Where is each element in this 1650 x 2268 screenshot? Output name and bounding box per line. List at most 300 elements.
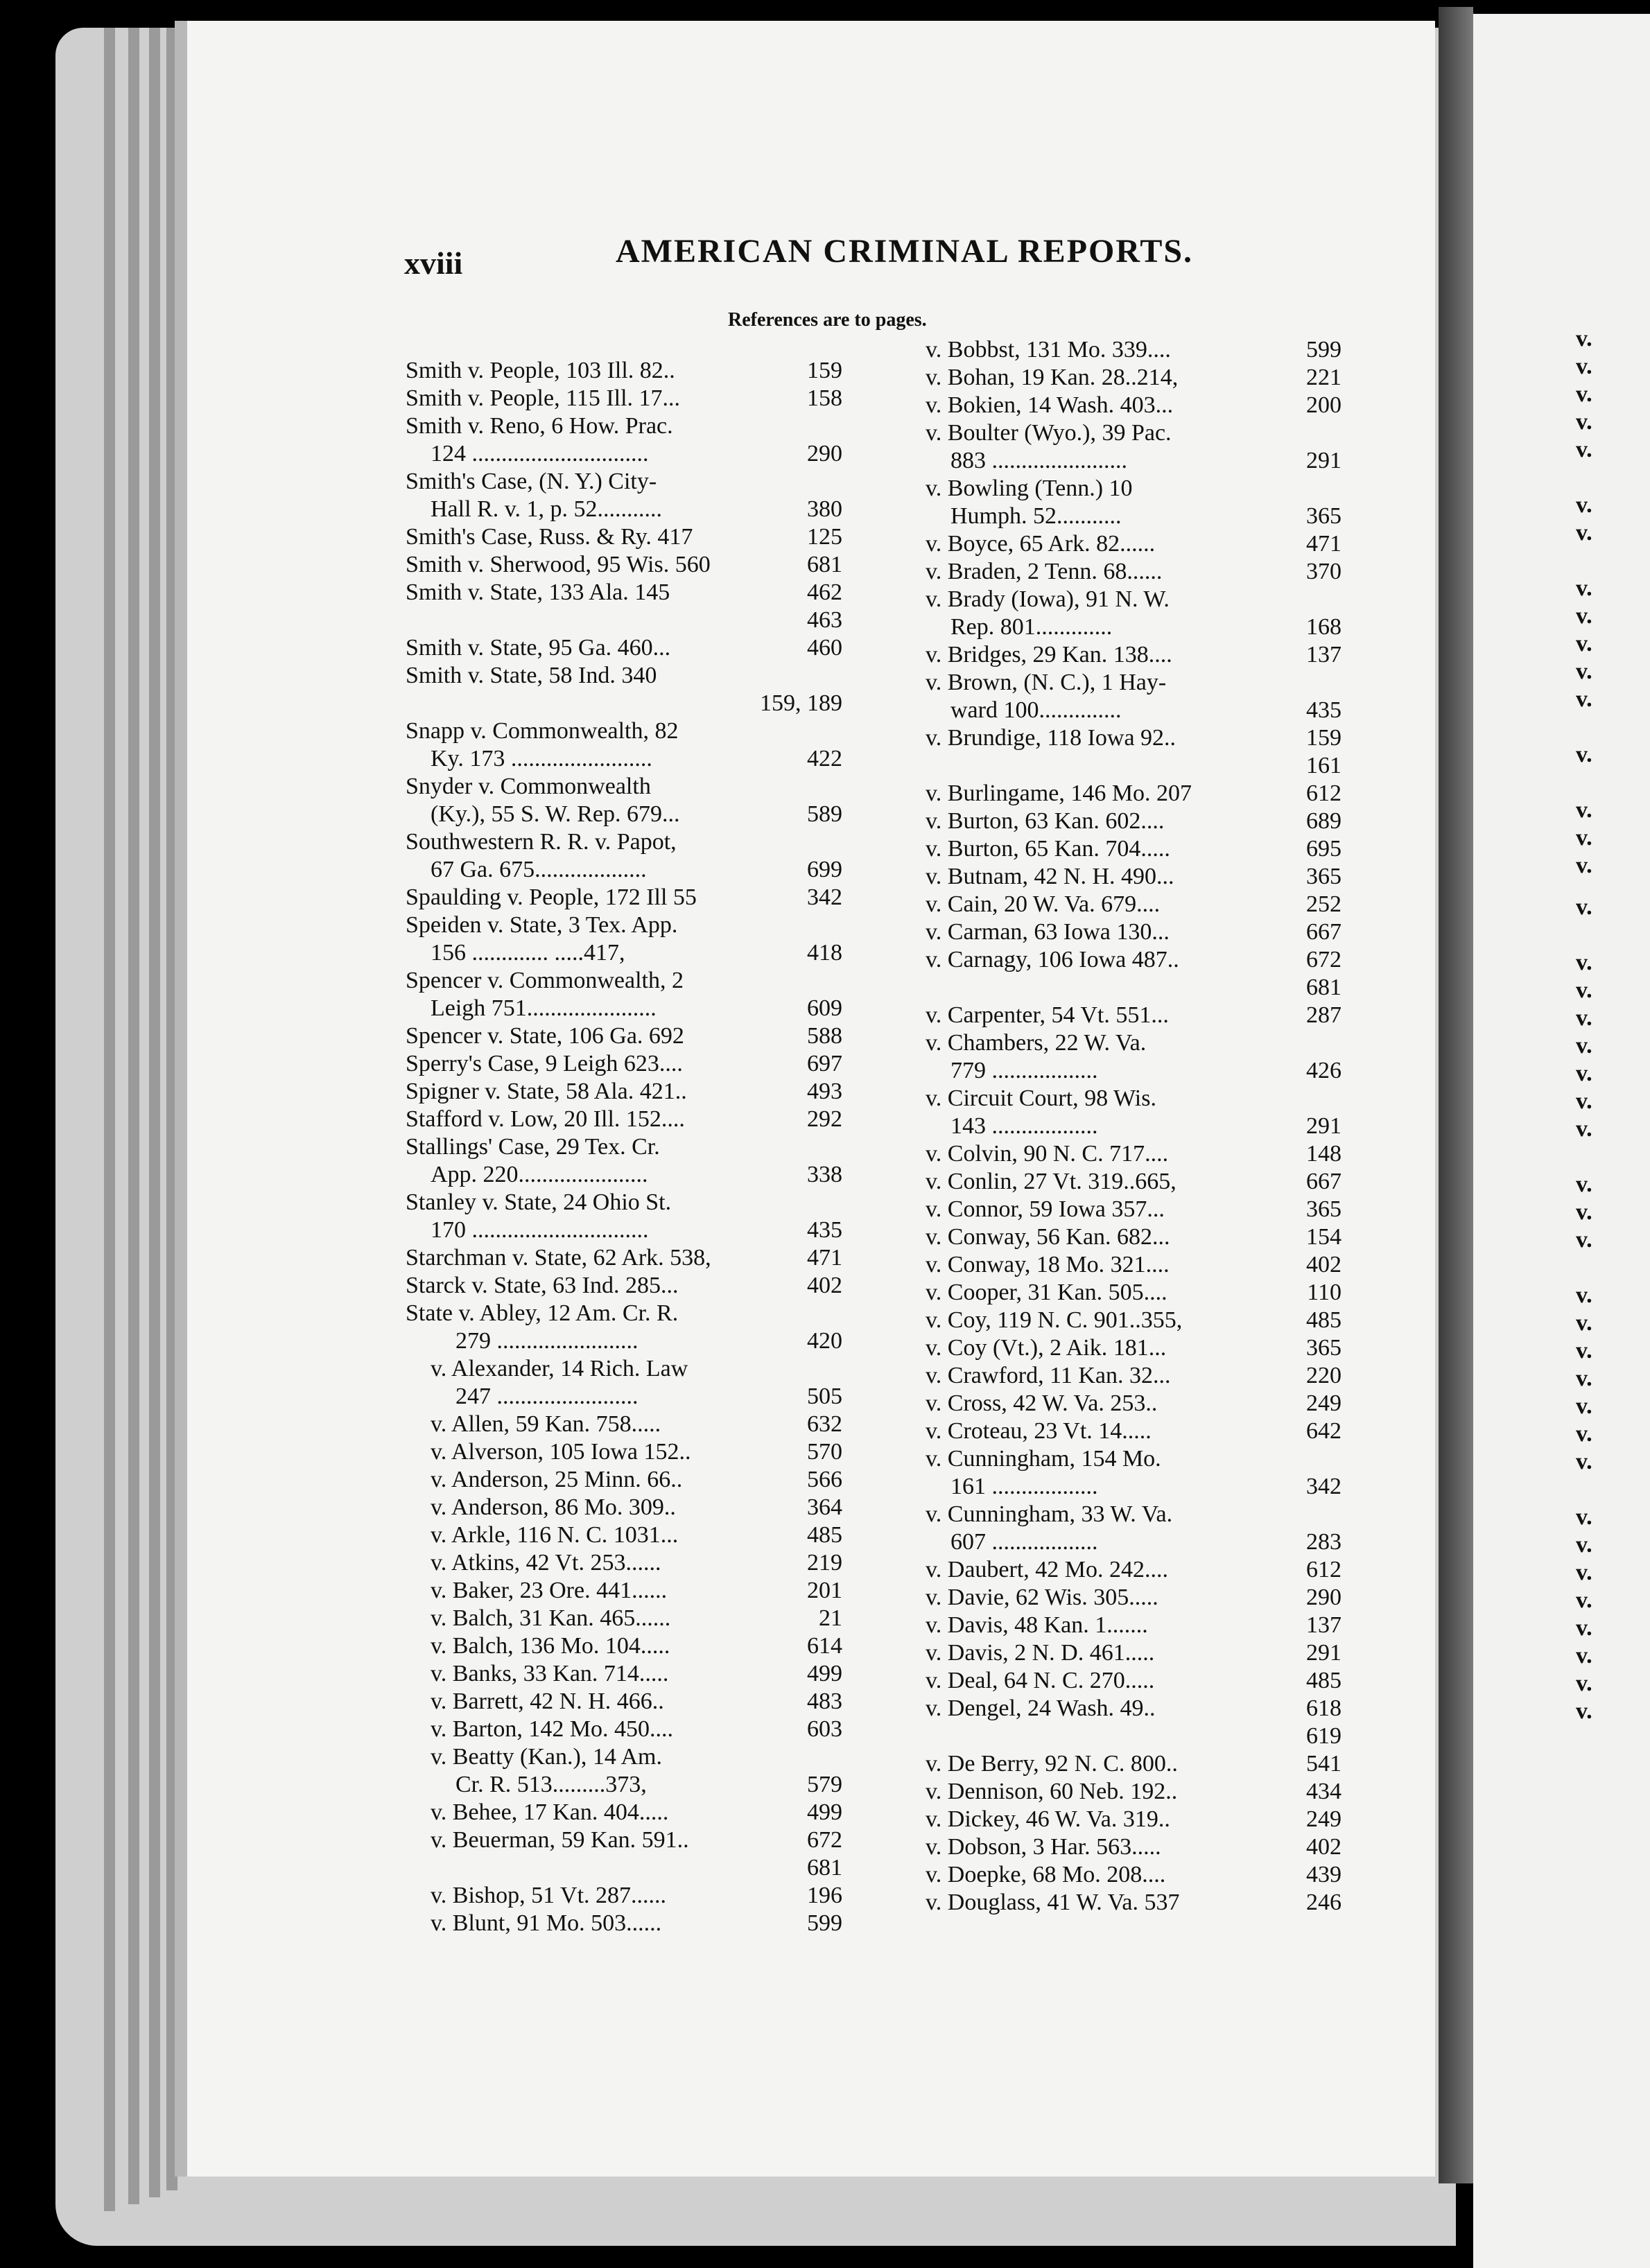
index-entry — [406, 911, 842, 939]
index-entry — [406, 1494, 842, 1521]
entry-page-ref: 290 — [807, 441, 842, 466]
entry-text: App. 220...................... — [431, 1162, 648, 1187]
entry-text: 156 ............. .....417, — [431, 940, 625, 966]
entry-page-ref: 159 — [807, 358, 842, 383]
facing-page-fragment: v. — [1576, 631, 1592, 656]
entry-text: v. Banks, 33 Kan. 714..... — [431, 1661, 669, 1686]
entry-text: Southwestern R. R. v. Papot, — [406, 829, 677, 855]
index-entry — [406, 440, 842, 468]
index-entry — [926, 918, 1341, 946]
facing-page-fragment: v. — [1576, 1199, 1592, 1225]
entry-page-ref: 599 — [807, 1910, 842, 1936]
entry-page-ref: 499 — [807, 1661, 842, 1686]
entry-page-ref: 338 — [807, 1162, 842, 1187]
entry-text: v. Braden, 2 Tenn. 68...... — [926, 559, 1163, 584]
entry-page-ref: 460 — [807, 635, 842, 661]
entry-page-ref: 291 — [1306, 448, 1341, 473]
index-entry — [926, 1168, 1341, 1196]
entry-page-ref: 589 — [807, 801, 842, 827]
facing-page-fragment: v. — [1576, 1421, 1592, 1447]
index-entry — [406, 1438, 842, 1466]
entry-page-ref: 252 — [1306, 891, 1341, 917]
entry-page-ref: 471 — [807, 1245, 842, 1271]
index-entry — [926, 752, 1341, 780]
index-entry — [926, 1584, 1341, 1612]
index-entry — [406, 717, 842, 745]
facing-page-fragment: v. — [1576, 354, 1592, 379]
facing-page-fragment: v. — [1576, 1061, 1592, 1086]
book-gutter — [1439, 7, 1473, 2183]
page-number: xviii — [404, 245, 463, 281]
entry-page-ref: 365 — [1306, 1335, 1341, 1361]
entry-text: 170 .............................. — [431, 1217, 649, 1243]
facing-page-fragment: v. — [1576, 658, 1592, 684]
entry-page-ref: 283 — [1306, 1529, 1341, 1555]
entry-page-ref: 570 — [807, 1439, 842, 1465]
index-entry — [926, 1223, 1341, 1251]
index-entry — [926, 1113, 1341, 1140]
entry-text: v. Baker, 23 Ore. 441...... — [431, 1578, 668, 1603]
entry-text: Starchman v. State, 62 Ark. 538, — [406, 1245, 711, 1271]
entry-text: v. Dennison, 60 Neb. 192.. — [926, 1779, 1178, 1804]
entry-text: v. Cross, 42 W. Va. 253.. — [926, 1390, 1158, 1416]
entry-page-ref: 291 — [1306, 1640, 1341, 1666]
index-entry — [926, 1501, 1341, 1528]
index-entry — [926, 613, 1341, 641]
entry-text: v. Boyce, 65 Ark. 82...... — [926, 531, 1156, 557]
entry-page-ref: 200 — [1306, 392, 1341, 418]
entry-page-ref: 493 — [807, 1079, 842, 1104]
index-entry — [926, 1140, 1341, 1168]
index-entry — [406, 690, 842, 717]
entry-text: v. Davis, 48 Kan. 1....... — [926, 1612, 1148, 1638]
entry-page-ref: 588 — [807, 1023, 842, 1049]
facing-page-fragment: v. — [1576, 853, 1592, 878]
entry-text: v. De Berry, 92 N. C. 800.. — [926, 1751, 1178, 1777]
index-entry — [926, 392, 1341, 419]
index-entry — [406, 412, 842, 440]
index-entry — [406, 1106, 842, 1133]
entry-text: v. Boulter (Wyo.), 39 Pac. — [926, 420, 1172, 446]
entry-page-ref: 110 — [1307, 1280, 1341, 1305]
entry-text: Smith v. Sherwood, 95 Wis. 560 — [406, 552, 711, 577]
index-entry — [406, 884, 842, 911]
index-entry — [926, 586, 1341, 613]
entry-text: Spaulding v. People, 172 Ill 55 — [406, 884, 697, 910]
entry-text: v. Douglass, 41 W. Va. 537 — [926, 1890, 1180, 1915]
entry-page-ref: 642 — [1306, 1418, 1341, 1444]
facing-page-fragment: v. — [1576, 603, 1592, 629]
page-header — [404, 232, 1194, 281]
entry-text: Stafford v. Low, 20 Ill. 152.... — [406, 1106, 685, 1132]
entry-text: v. Croteau, 23 Vt. 14..... — [926, 1418, 1152, 1444]
facing-page-fragment: v. — [1576, 1116, 1592, 1142]
entry-text: 779 .................. — [950, 1058, 1098, 1083]
facing-page-fragment: v. — [1576, 1005, 1592, 1031]
left-column — [406, 357, 842, 1937]
entry-page-ref: 365 — [1306, 503, 1341, 529]
index-entry — [406, 1161, 842, 1189]
entry-text: v. Bobbst, 131 Mo. 339.... — [926, 337, 1171, 363]
entry-page-ref: 439 — [1306, 1862, 1341, 1887]
entry-page-ref: 159, 189 — [760, 690, 842, 716]
index-entry — [406, 1799, 842, 1826]
index-entry — [926, 530, 1341, 558]
index-entry — [926, 1861, 1341, 1889]
entry-text: (Ky.), 55 S. W. Rep. 679... — [431, 801, 680, 827]
index-entry — [926, 780, 1341, 808]
entry-page-ref: 681 — [1306, 975, 1341, 1000]
index-entry — [406, 1716, 842, 1743]
page-edge — [166, 28, 177, 2190]
entry-text: v. Brady (Iowa), 91 N. W. — [926, 586, 1170, 612]
index-entry — [926, 1612, 1341, 1639]
entry-text: v. Conway, 18 Mo. 321.... — [926, 1252, 1170, 1277]
entry-text: v. Beatty (Kan.), 14 Am. — [431, 1744, 662, 1770]
index-entry — [406, 939, 842, 967]
right-column — [926, 336, 1341, 1917]
entry-text: Stanley v. State, 24 Ohio St. — [406, 1189, 672, 1215]
index-entry — [926, 697, 1341, 724]
entry-text: v. Balch, 31 Kan. 465...... — [431, 1605, 671, 1631]
entry-text: v. Bridges, 29 Kan. 138.... — [926, 642, 1172, 668]
entry-page-ref: 148 — [1306, 1141, 1341, 1167]
index-entry — [926, 1528, 1341, 1556]
index-entry — [406, 1521, 842, 1549]
index-entry — [406, 551, 842, 579]
entry-text: Spencer v. Commonwealth, 2 — [406, 968, 684, 993]
entry-page-ref: 370 — [1306, 559, 1341, 584]
entry-page-ref: 603 — [807, 1716, 842, 1742]
entry-page-ref: 380 — [807, 496, 842, 522]
entry-text: v. Bohan, 19 Kan. 28..214, — [926, 365, 1179, 390]
index-entry — [926, 1196, 1341, 1223]
index-entry — [926, 1833, 1341, 1861]
page-edge — [149, 28, 160, 2197]
entry-text: Smith v. State, 133 Ala. 145 — [406, 579, 670, 605]
index-entry — [926, 1695, 1341, 1722]
entry-text: v. Carpenter, 54 Vt. 551... — [926, 1002, 1169, 1028]
entry-text: v. Carman, 63 Iowa 130... — [926, 919, 1170, 945]
entry-page-ref: 168 — [1306, 614, 1341, 640]
index-entry — [406, 1549, 842, 1577]
entry-page-ref: 695 — [1306, 836, 1341, 862]
entry-page-ref: 196 — [807, 1883, 842, 1908]
entry-page-ref: 672 — [1306, 947, 1341, 972]
entry-page-ref: 402 — [1306, 1252, 1341, 1277]
entry-text: v. Cain, 20 W. Va. 679.... — [926, 891, 1161, 917]
index-entry — [926, 1085, 1341, 1113]
entry-text: 247 ........................ — [455, 1384, 639, 1409]
entry-text: Spigner v. State, 58 Ala. 421.. — [406, 1079, 687, 1104]
facing-page-fragment: v. — [1576, 1393, 1592, 1419]
entry-page-ref: 364 — [807, 1494, 842, 1520]
entry-page-ref: 667 — [1306, 1169, 1341, 1194]
entry-page-ref: 505 — [807, 1384, 842, 1409]
index-entry — [926, 1251, 1341, 1279]
entry-page-ref: 599 — [1306, 337, 1341, 363]
index-entry — [926, 503, 1341, 530]
entry-page-ref: 21 — [819, 1605, 842, 1631]
index-entry — [926, 364, 1341, 392]
entry-text: v. Arkle, 116 N. C. 1031... — [431, 1522, 679, 1548]
entry-text: v. Brown, (N. C.), 1 Hay- — [926, 670, 1167, 695]
facing-page-fragment: v. — [1576, 1449, 1592, 1474]
index-entry — [926, 1778, 1341, 1806]
facing-page-fragment: v. — [1576, 1643, 1592, 1668]
index-entry — [926, 1889, 1341, 1917]
entry-text: v. Davis, 2 N. D. 461..... — [926, 1640, 1155, 1666]
entry-text: v. Conway, 56 Kan. 682... — [926, 1224, 1170, 1250]
index-entry — [926, 558, 1341, 586]
entry-page-ref: 471 — [1306, 531, 1341, 557]
entry-text: Cr. R. 513.........373, — [455, 1772, 647, 1797]
entry-text: v. Davie, 62 Wis. 305..... — [926, 1585, 1158, 1610]
entry-page-ref: 161 — [1306, 753, 1341, 778]
entry-page-ref: 632 — [807, 1411, 842, 1437]
index-entry — [926, 946, 1341, 974]
entry-page-ref: 681 — [807, 552, 842, 577]
entry-page-ref: 137 — [1306, 642, 1341, 668]
entry-text: v. Anderson, 86 Mo. 309.. — [431, 1494, 676, 1520]
entry-page-ref: 292 — [807, 1106, 842, 1132]
entry-text: Sperry's Case, 9 Leigh 623.... — [406, 1051, 683, 1076]
index-entry — [926, 1390, 1341, 1418]
entry-text: v. Carnagy, 106 Iowa 487.. — [926, 947, 1179, 972]
index-entry — [406, 1466, 842, 1494]
entry-text: Ky. 173 ........................ — [431, 746, 652, 771]
entry-text: 161 .................. — [950, 1474, 1098, 1499]
facing-page-fragment: v. — [1576, 797, 1592, 823]
index-entry — [406, 1383, 842, 1411]
index-entry — [406, 1133, 842, 1161]
entry-page-ref: 462 — [807, 579, 842, 605]
facing-page-fragment: v. — [1576, 520, 1592, 546]
entry-page-ref: 158 — [807, 385, 842, 411]
reference-note: References are to pages. — [728, 309, 927, 331]
entry-text: v. Coy, 119 N. C. 901..355, — [926, 1307, 1183, 1333]
entry-page-ref: 609 — [807, 995, 842, 1021]
index-entry — [406, 1050, 842, 1078]
entry-page-ref: 291 — [1306, 1113, 1341, 1139]
index-entry — [926, 835, 1341, 863]
entry-text: v. Barrett, 42 N. H. 466.. — [431, 1689, 664, 1714]
index-entry — [406, 745, 842, 773]
entry-page-ref: 619 — [1306, 1723, 1341, 1749]
entry-page-ref: 612 — [1306, 1557, 1341, 1582]
entry-text: v. Conlin, 27 Vt. 319..665, — [926, 1169, 1176, 1194]
facing-page-fragment: v. — [1576, 1338, 1592, 1363]
index-entry — [406, 634, 842, 662]
entry-text: Stallings' Case, 29 Tex. Cr. — [406, 1134, 660, 1160]
index-entry — [926, 863, 1341, 891]
entry-text: Snapp v. Commonwealth, 82 — [406, 718, 679, 744]
entry-text: v. Bishop, 51 Vt. 287...... — [431, 1883, 667, 1908]
entry-page-ref: 137 — [1306, 1612, 1341, 1638]
index-entry — [406, 1826, 842, 1854]
facing-page-fragment: v. — [1576, 977, 1592, 1003]
entry-page-ref: 499 — [807, 1799, 842, 1825]
index-entry — [926, 1418, 1341, 1445]
entry-page-ref: 365 — [1306, 1196, 1341, 1222]
entry-page-ref: 681 — [807, 1855, 842, 1881]
entry-page-ref: 541 — [1306, 1751, 1341, 1777]
index-entry — [926, 447, 1341, 475]
entry-page-ref: 566 — [807, 1467, 842, 1492]
facing-page-fragment: v. — [1576, 575, 1592, 601]
entry-page-ref: 418 — [807, 940, 842, 966]
entry-page-ref: 612 — [1306, 780, 1341, 806]
entry-page-ref: 402 — [807, 1273, 842, 1298]
entry-page-ref: 249 — [1306, 1390, 1341, 1416]
facing-page-fragment: v. — [1576, 1088, 1592, 1114]
facing-page-fragment: v. — [1576, 437, 1592, 462]
entry-text: v. Bokien, 14 Wash. 403... — [926, 392, 1174, 418]
index-entry — [926, 1362, 1341, 1390]
facing-page-fragment: v. — [1576, 1532, 1592, 1558]
entry-page-ref: 422 — [807, 746, 842, 771]
entry-text: v. Butnam, 42 N. H. 490... — [926, 864, 1174, 889]
index-entry — [406, 579, 842, 607]
entry-text: 124 .............................. — [431, 441, 649, 466]
entry-page-ref: 342 — [1306, 1474, 1341, 1499]
index-entry — [406, 1743, 842, 1771]
index-entry — [406, 385, 842, 412]
entry-page-ref: 699 — [807, 857, 842, 882]
index-entry — [406, 1577, 842, 1605]
entry-text: v. Colvin, 90 N. C. 717.... — [926, 1141, 1169, 1167]
entry-text: v. Connor, 59 Iowa 357... — [926, 1196, 1165, 1222]
entry-text: v. Doepke, 68 Mo. 208.... — [926, 1862, 1166, 1887]
index-entry — [926, 1029, 1341, 1057]
entry-text: v. Cunningham, 33 W. Va. — [926, 1501, 1173, 1527]
facing-page-fragment: v. — [1576, 1227, 1592, 1253]
facing-page-fragment: v. — [1576, 825, 1592, 850]
index-entry — [926, 669, 1341, 697]
index-entry — [406, 523, 842, 551]
entry-text: Smith's Case, (N. Y.) City- — [406, 469, 657, 494]
index-entry — [926, 1806, 1341, 1833]
entry-page-ref: 435 — [1306, 697, 1341, 723]
entry-page-ref: 483 — [807, 1689, 842, 1714]
facing-page-fragment: v. — [1576, 1587, 1592, 1613]
entry-page-ref: 689 — [1306, 808, 1341, 834]
facing-page-fragment: v. — [1576, 381, 1592, 407]
entry-text: ward 100.............. — [950, 697, 1122, 723]
entry-text: v. Coy (Vt.), 2 Aik. 181... — [926, 1335, 1167, 1361]
index-entry — [926, 1750, 1341, 1778]
index-entry — [406, 1189, 842, 1216]
index-entry — [926, 974, 1341, 1002]
entry-text: Smith v. People, 115 Ill. 17... — [406, 385, 681, 411]
entry-page-ref: 485 — [807, 1522, 842, 1548]
entry-page-ref: 221 — [1306, 365, 1341, 390]
entry-text: Smith v. State, 95 Ga. 460... — [406, 635, 671, 661]
entry-text: v. Blunt, 91 Mo. 503...... — [431, 1910, 662, 1936]
entry-text: v. Chambers, 22 W. Va. — [926, 1030, 1147, 1056]
entry-text: 607 .................. — [950, 1529, 1098, 1555]
index-entry — [926, 1279, 1341, 1307]
entry-text: 883 ....................... — [950, 448, 1127, 473]
entry-text: v. Deal, 64 N. C. 270..... — [926, 1668, 1155, 1693]
facing-page-fragment: v. — [1576, 1615, 1592, 1641]
entry-text: Hall R. v. 1, p. 52........... — [431, 496, 663, 522]
facing-page-fragment: v. — [1576, 1504, 1592, 1530]
entry-page-ref: 249 — [1306, 1806, 1341, 1832]
facing-page-fragment: v. — [1576, 950, 1592, 975]
page-edge — [104, 28, 115, 2211]
entry-text: v. Bowling (Tenn.) 10 — [926, 476, 1133, 501]
entry-text: Smith's Case, Russ. & Ry. 417 — [406, 524, 693, 550]
entry-text: v. Alexander, 14 Rich. Law — [431, 1356, 688, 1381]
entry-page-ref: 365 — [1306, 864, 1341, 889]
entry-page-ref: 220 — [1306, 1363, 1341, 1388]
entry-text: 67 Ga. 675................... — [431, 857, 647, 882]
index-entry — [406, 496, 842, 523]
index-entry — [926, 1307, 1341, 1334]
entry-text: v. Burlingame, 146 Mo. 207 — [926, 780, 1192, 806]
entry-text: Leigh 751...................... — [431, 995, 657, 1021]
index-entry — [406, 1411, 842, 1438]
entry-text: v. Circuit Court, 98 Wis. — [926, 1085, 1156, 1111]
entry-text: v. Barton, 142 Mo. 450.... — [431, 1716, 674, 1742]
index-entry — [406, 1660, 842, 1688]
entry-page-ref: 159 — [1306, 725, 1341, 751]
facing-page-fragment: v. — [1576, 326, 1592, 351]
entry-text: v. Dengel, 24 Wash. 49.. — [926, 1695, 1156, 1721]
entry-text: v. Beuerman, 59 Kan. 591.. — [431, 1827, 689, 1853]
facing-page-fragment: v. — [1576, 1671, 1592, 1696]
entry-text: v. Burton, 65 Kan. 704..... — [926, 836, 1170, 862]
index-entry — [926, 336, 1341, 364]
entry-page-ref: 667 — [1306, 919, 1341, 945]
index-entry — [406, 1605, 842, 1632]
index-entry — [406, 468, 842, 496]
index-entry — [406, 1300, 842, 1327]
facing-page — [1473, 14, 1650, 2268]
facing-page-fragment: v. — [1576, 1033, 1592, 1058]
entry-text: State v. Abley, 12 Am. Cr. R. — [406, 1300, 679, 1326]
entry-page-ref: 485 — [1306, 1307, 1341, 1333]
entry-text: Starck v. State, 63 Ind. 285... — [406, 1273, 679, 1298]
index-entry — [926, 1334, 1341, 1362]
index-entry — [406, 1078, 842, 1106]
facing-page-fragment: v. — [1576, 686, 1592, 712]
index-entry — [926, 891, 1341, 918]
facing-page-fragment: v. — [1576, 492, 1592, 518]
entry-page-ref: 579 — [807, 1772, 842, 1797]
facing-page-fragment: v. — [1576, 1366, 1592, 1391]
index-entry — [406, 607, 842, 634]
facing-page-fragment: v. — [1576, 1171, 1592, 1197]
index-entry — [406, 1272, 842, 1300]
entry-text: v. Balch, 136 Mo. 104..... — [431, 1633, 670, 1659]
index-entry — [926, 808, 1341, 835]
index-entry — [926, 1667, 1341, 1695]
entry-page-ref: 614 — [807, 1633, 842, 1659]
entry-text: Snyder v. Commonwealth — [406, 774, 651, 799]
facing-page-fragment: v. — [1576, 1698, 1592, 1724]
index-entry — [406, 1910, 842, 1937]
index-entry — [406, 1355, 842, 1383]
index-entry — [406, 967, 842, 995]
index-entry — [406, 1771, 842, 1799]
index-entry — [926, 1556, 1341, 1584]
entry-page-ref: 426 — [1306, 1058, 1341, 1083]
index-entry — [406, 856, 842, 884]
entry-text: v. Daubert, 42 Mo. 242.... — [926, 1557, 1169, 1582]
index-entry — [926, 1445, 1341, 1473]
